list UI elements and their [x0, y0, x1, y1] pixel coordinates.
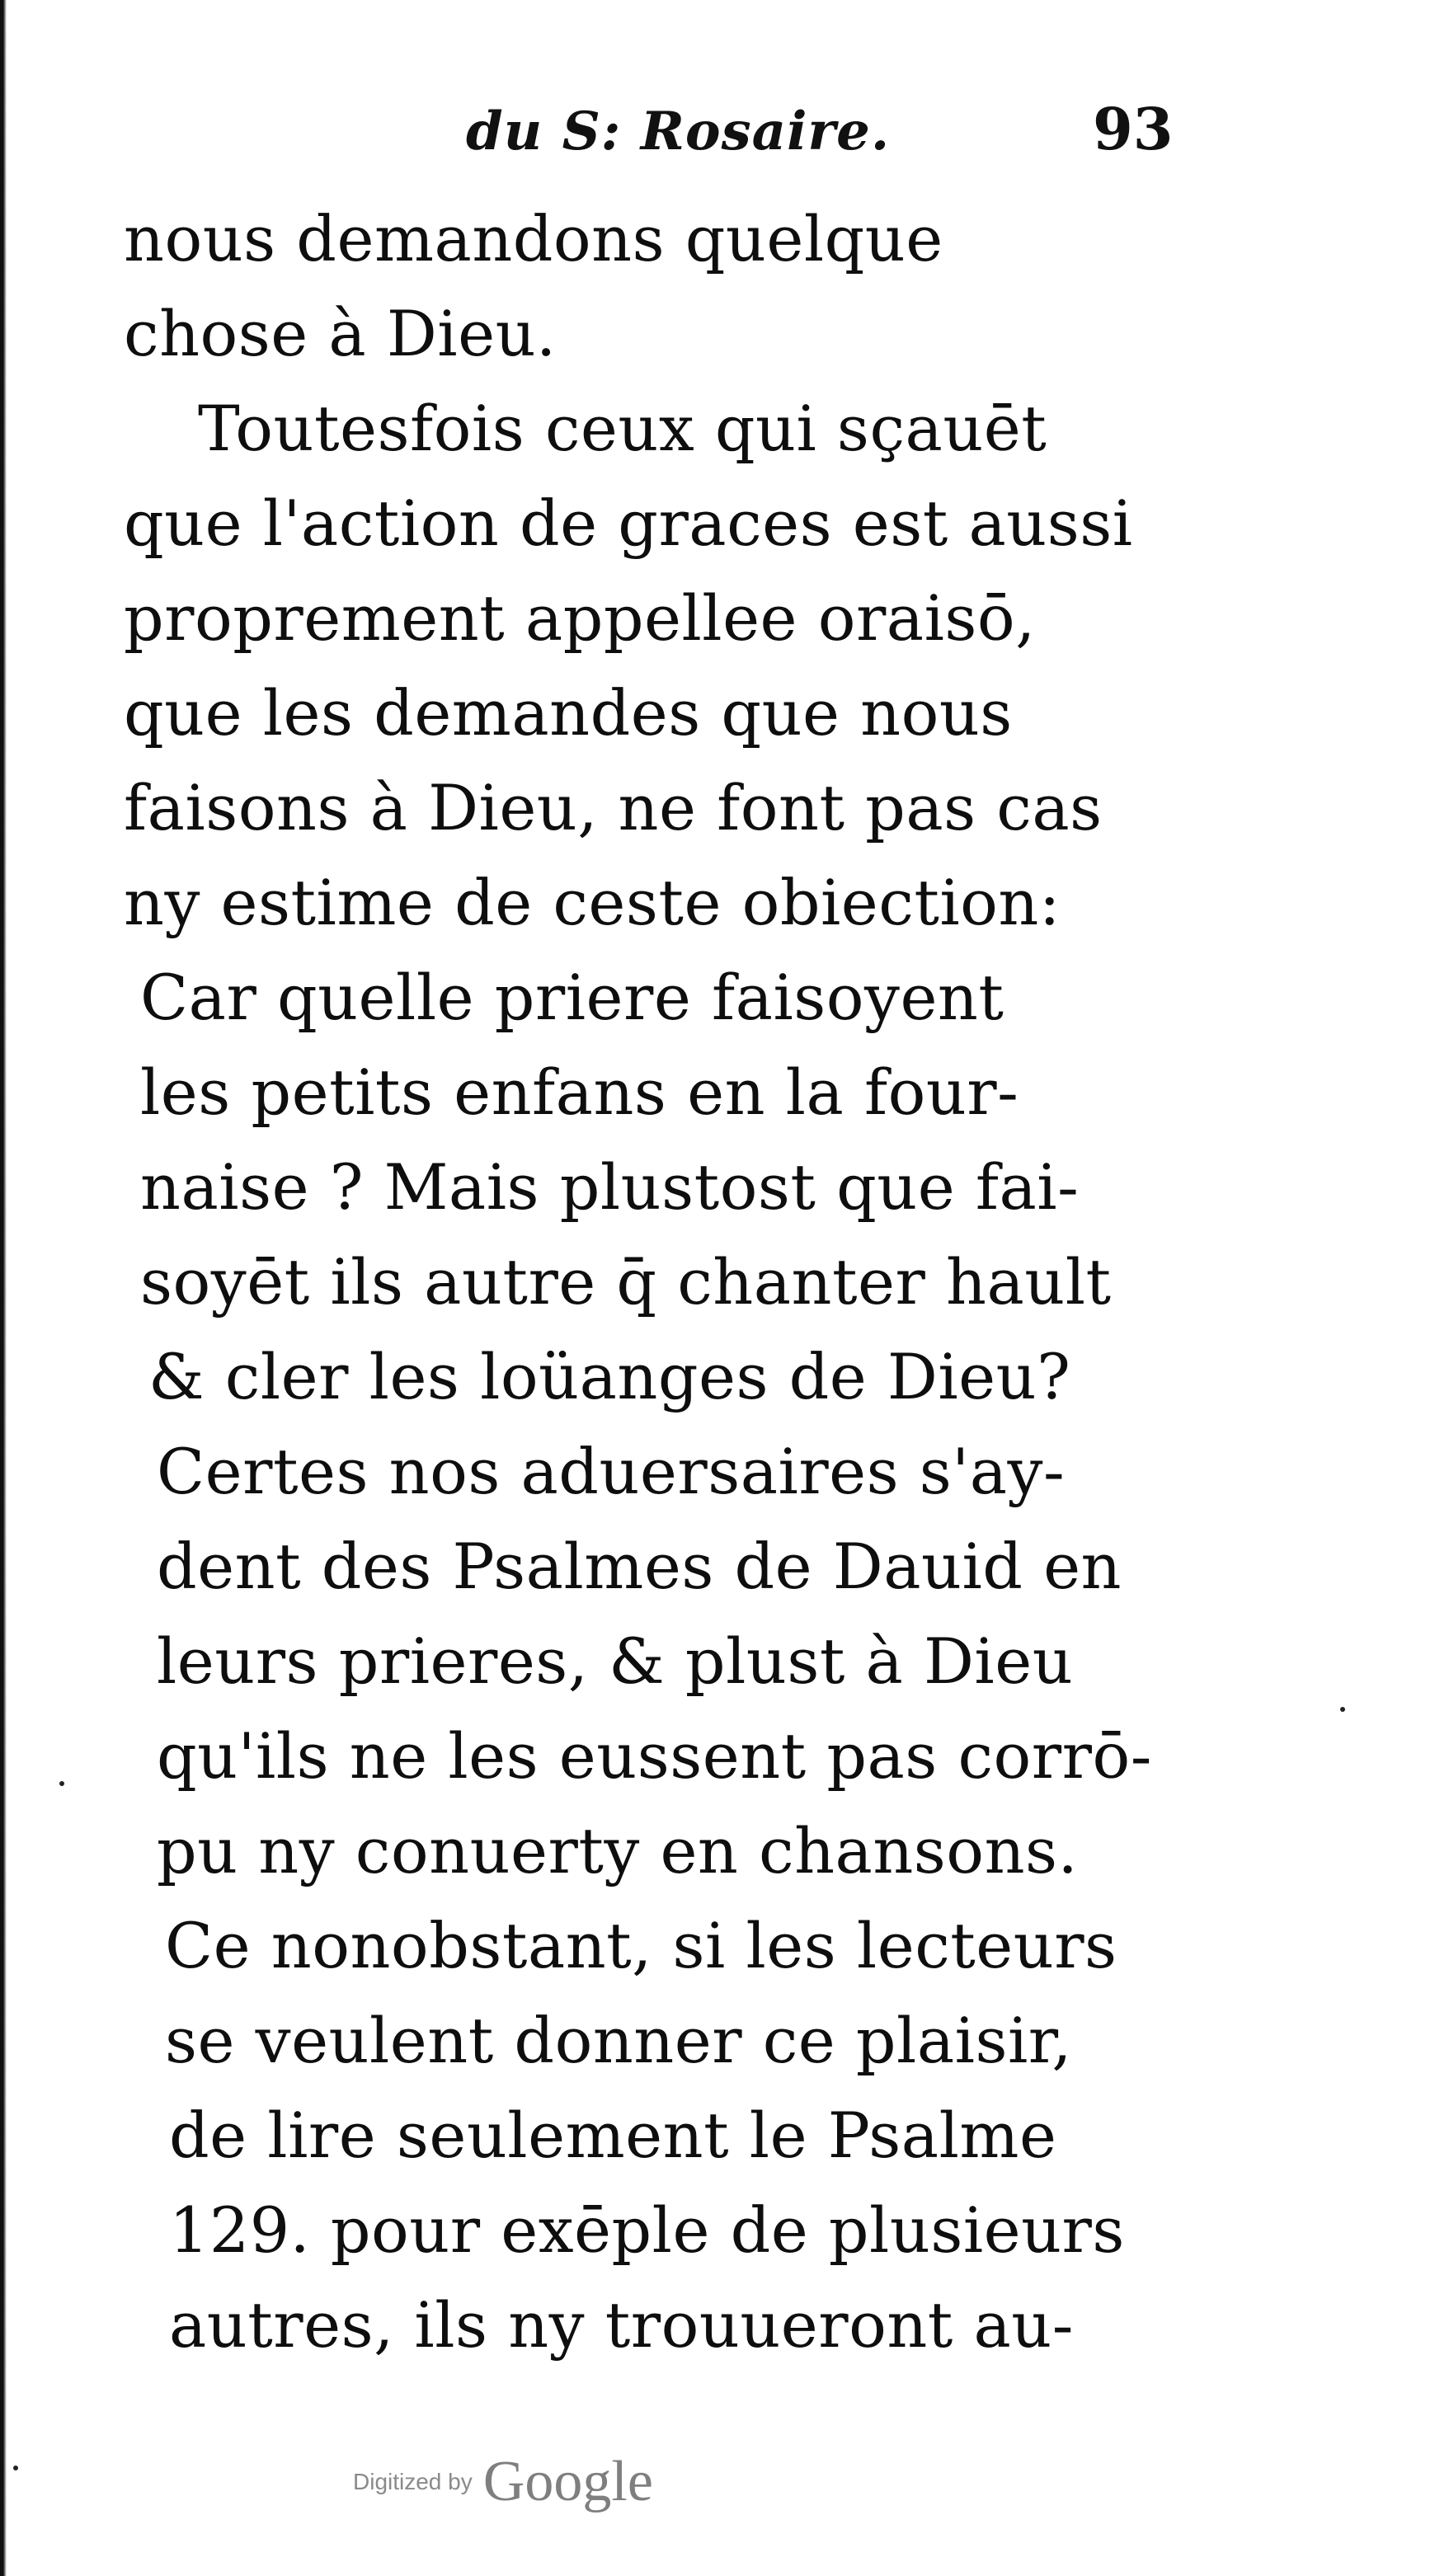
text-line: nous demandons quelque	[124, 202, 943, 275]
digitized-by-watermark	[353, 2449, 653, 2515]
text-line: les petits enfans en la four-	[140, 1055, 1019, 1129]
text-line: Car quelle priere faisoyent	[140, 961, 1004, 1034]
text-line: Ce nonobstant, si les lecteurs	[165, 1909, 1117, 1982]
digitized-label: Digitized by	[353, 2469, 473, 2494]
ink-speck	[13, 2466, 18, 2470]
text-line: pu ny conuerty en chansons.	[157, 1814, 1079, 1887]
text-line: soyēt ils autre q̄ chanter hault	[140, 1245, 1112, 1319]
text-line: Toutesfois ceux qui sçauēt	[198, 392, 1047, 465]
text-line: proprement appellee oraisō,	[124, 581, 1036, 655]
text-line: & cler les loüanges de Dieu?	[148, 1340, 1071, 1413]
text-line: leurs prieres, & plust à Dieu	[157, 1624, 1074, 1698]
text-line: se veulent donner ce plaisir,	[165, 2004, 1072, 2077]
ink-speck	[1340, 1707, 1345, 1712]
text-line: ny estime de ceste obiection:	[124, 866, 1061, 939]
google-wordmark: Google	[482, 2450, 653, 2513]
text-line: faisons à Dieu, ne font pas cas	[124, 771, 1103, 844]
page-edge	[0, 0, 7, 2576]
text-line: qu'ils ne les eussent pas corrō-	[157, 1719, 1152, 1793]
text-line: naise ? Mais plustost que fai-	[140, 1150, 1080, 1224]
text-line: de lire seulement le Psalme	[169, 2099, 1057, 2172]
text-line: que l'action de graces est aussi	[124, 487, 1133, 560]
text-line: 129. pour exēple de plusieurs	[169, 2193, 1125, 2267]
page-number: 93	[1093, 95, 1174, 163]
text-line: chose à Dieu.	[124, 297, 557, 370]
text-line: dent des Psalmes de Dauid en	[157, 1530, 1122, 1603]
text-line: autres, ils ny trouueront au-	[169, 2288, 1074, 2362]
ink-speck	[59, 1781, 64, 1786]
text-line: que les demandes que nous	[124, 676, 1013, 750]
text-line: Certes nos aduersaires s'ay-	[157, 1435, 1066, 1508]
running-title: du S: Rosaire.	[466, 101, 891, 162]
